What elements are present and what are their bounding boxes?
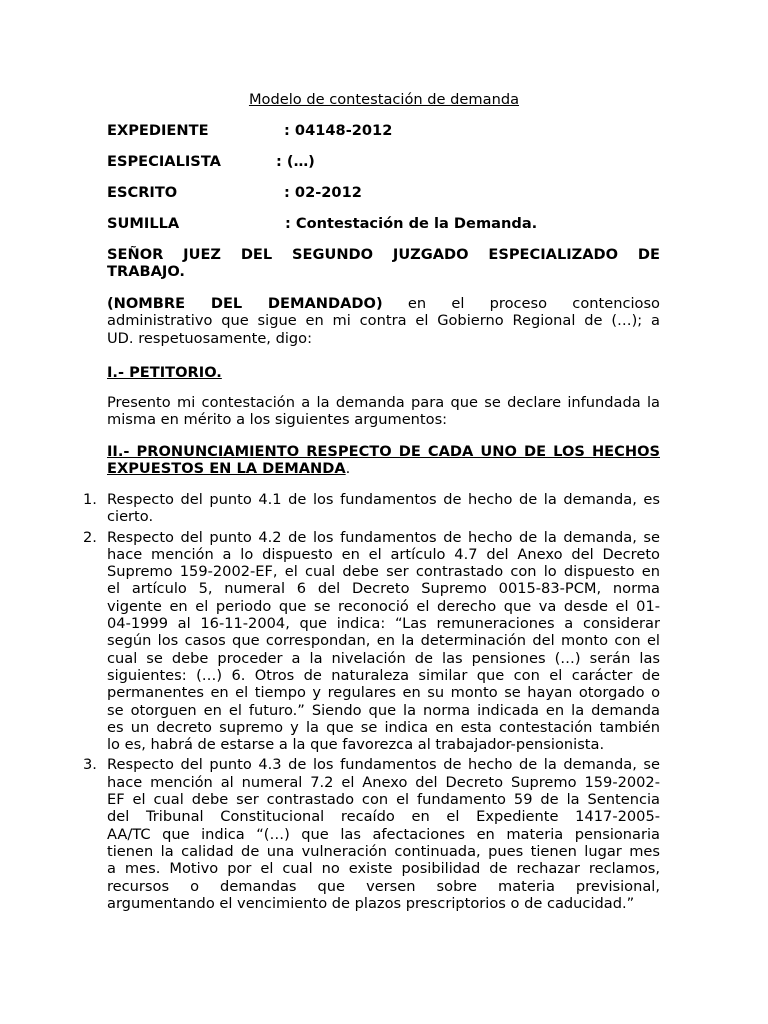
document-title: Modelo de contestación de demanda bbox=[248, 91, 520, 108]
section-heading-pronunciamiento bbox=[107, 443, 660, 478]
field-sumilla bbox=[107, 215, 538, 232]
list-line: el artículo 5, numeral 6 del Decreto Supremo 0015-83-PCM, norma bbox=[107, 580, 660, 598]
field-value: : Contestación de la Demanda. bbox=[285, 215, 538, 232]
field-value: : 04148-2012 bbox=[284, 122, 393, 139]
heading-period: . bbox=[345, 460, 351, 478]
list-number: 1. bbox=[83, 491, 97, 508]
field-value: : (…) bbox=[276, 153, 315, 170]
list-line: permanentes en el tiempo y regulares en su monto se hayan otorgado o bbox=[107, 684, 660, 702]
intro-line-rest: en el proceso contencioso bbox=[382, 295, 660, 312]
field-label: EXPEDIENTE bbox=[107, 122, 209, 139]
list-line: a mes. Motivo por el cual no existe posibilidad de rechazar reclamos, bbox=[107, 860, 660, 878]
list-item bbox=[0, 756, 768, 912]
list-line: Respecto del punto 4.1 de los fundamentos de hecho de la demanda, es bbox=[107, 491, 660, 508]
list-number: 2. bbox=[83, 528, 97, 546]
list-line: 04-1999 al 16-11-2004, que indica: “Las remuneraciones a considerar bbox=[107, 615, 660, 633]
petitorio-paragraph bbox=[107, 394, 660, 429]
list-line: EF el cual debe ser contrastado con el fundamento 59 de la Sentencia bbox=[107, 791, 660, 809]
list-line: recursos o demandas que versen sobre materia previsional, bbox=[107, 877, 660, 895]
list-line: hace mención al numeral 7.2 el Anexo del Decreto Supremo 159-2002- bbox=[107, 773, 660, 791]
list-line: AA/TC que indica “(…) que las afectaciones en materia pensionaria bbox=[107, 825, 660, 843]
list-item bbox=[0, 491, 768, 526]
list-number: 3. bbox=[83, 756, 97, 774]
list-line: cual se debe proceder a la nivelación de las pensiones (…) serán las bbox=[107, 649, 660, 667]
field-escrito bbox=[107, 184, 362, 201]
field-label: ESCRITO bbox=[107, 184, 178, 201]
list-line: tienen la calidad de una vulneración continuada, pues tienen lugar mes bbox=[107, 842, 660, 860]
intro-line: administrativo que sigue en mi contra el Gobierno Regional de (…); a bbox=[107, 312, 660, 330]
field-label: SUMILLA bbox=[107, 215, 180, 232]
list-line: según los casos que correspondan, en la determinación del monto con el bbox=[107, 632, 660, 650]
list-line: se otorguen en el futuro.” Siendo que la norma indicada en la demanda bbox=[107, 701, 660, 719]
list-line: cierto. bbox=[107, 508, 154, 526]
heading-line: EXPUESTOS EN LA DEMANDA bbox=[107, 460, 346, 478]
list-line: lo es, habrá de estarse a la que favorezca al trabajador-pensionista. bbox=[107, 736, 605, 754]
list-line: Supremo 159-2002-EF, el cual debe ser contrastado con lo dispuesto en bbox=[107, 563, 660, 581]
field-especialista bbox=[107, 153, 315, 170]
intro-line bbox=[107, 295, 660, 312]
petitorio-line: misma en mérito a los siguientes argumentos: bbox=[107, 411, 448, 429]
list-line: argumentando el vencimiento de plazos prescriptorios o de caducidad.” bbox=[107, 894, 635, 912]
section-heading-petitorio: I.- PETITORIO. bbox=[107, 364, 222, 381]
heading-line: II.- PRONUNCIAMIENTO RESPECTO DE CADA UNO DE LOS HECHOS bbox=[107, 443, 660, 460]
petitorio-line: Presento mi contestación a la demanda para que se declare infundada la bbox=[107, 394, 660, 411]
numbered-list bbox=[0, 491, 768, 912]
intro-line: UD. respetuosamente, digo: bbox=[107, 329, 312, 347]
field-label: ESPECIALISTA bbox=[107, 153, 221, 170]
list-line: del Tribunal Constitucional recaído en el Expediente 1417-2005- bbox=[107, 808, 660, 826]
list-line: es un decreto supremo y la que se indica en esta contestación también bbox=[107, 718, 660, 736]
list-line: siguientes: (…) 6. Otros de naturaleza similar que con el carácter de bbox=[107, 666, 660, 684]
list-line: vigente en el periodo que se reconoció el derecho que va desde el 01- bbox=[107, 597, 660, 615]
list-item bbox=[0, 529, 768, 754]
addressee-line: TRABAJO. bbox=[107, 263, 185, 281]
field-expediente bbox=[107, 122, 393, 139]
list-line: Respecto del punto 4.3 de los fundamentos de hecho de la demanda, se bbox=[107, 756, 660, 774]
list-line: Respecto del punto 4.2 de los fundamentos de hecho de la demanda, se bbox=[107, 528, 660, 546]
list-line: hace mención a lo dispuesto en el artículo 4.7 del Anexo del Decreto bbox=[107, 545, 660, 563]
field-value: : 02-2012 bbox=[284, 184, 362, 201]
demandado-name: (NOMBRE DEL DEMANDADO) bbox=[107, 295, 383, 312]
addressee bbox=[107, 246, 660, 281]
addressee-line: SEÑOR JUEZ DEL SEGUNDO JUZGADO ESPECIALIZADO DE bbox=[107, 246, 660, 263]
intro-paragraph bbox=[107, 295, 660, 347]
